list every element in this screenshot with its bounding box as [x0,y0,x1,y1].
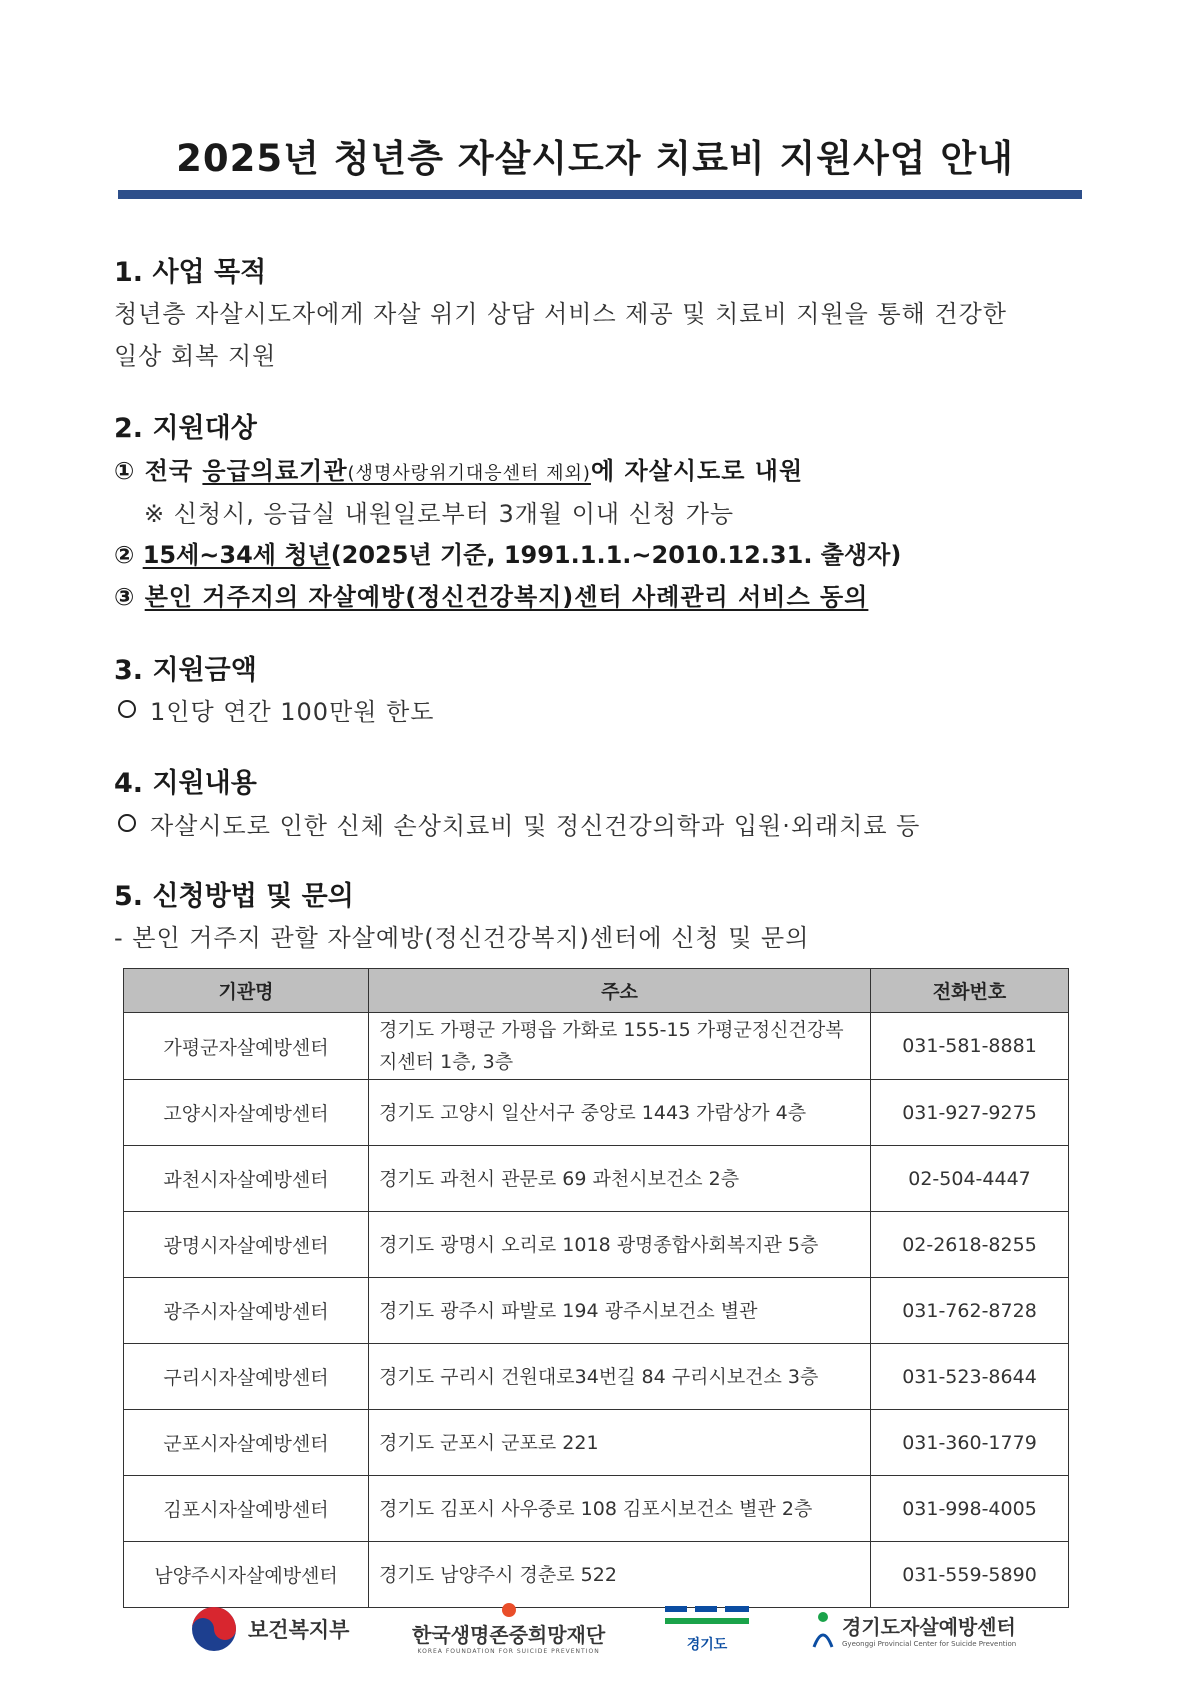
center-name: 고양시자살예방센터 [124,1080,369,1146]
circle-bullet-icon [118,814,136,832]
gyeonggi-logo [665,1596,749,1662]
item-1-underlined [202,457,591,485]
center-name: 군포시자살예방센터 [124,1410,369,1476]
center-phone: 031-360-1779 [871,1410,1069,1476]
center-phone: 02-504-4447 [871,1146,1069,1212]
gyeonggi-name: 경기도 [686,1637,728,1653]
kfsp-subtitle: KOREA FOUNDATION FOR SUICIDE PREVENTION [417,1648,600,1655]
center-phone: 031-998-4005 [871,1476,1069,1542]
footer-logos [150,1596,1050,1662]
gyeonggi-symbol-icon [665,1604,749,1634]
table-row [124,1080,1069,1146]
circle-bullet-icon [118,700,136,718]
header-phone: 전화번호 [871,969,1069,1013]
section-5-desc: - 본인 거주지 관할 자살예방(정신건강복지)센터에 신청 및 문의 [114,924,810,952]
center-name: 구리시자살예방센터 [124,1344,369,1410]
section-4-heading: 4. 지원내용 [114,768,257,799]
center-contact-table [123,968,1069,1608]
center-address: 경기도 구리시 건원대로34번길 84 구리시보건소 3층 [369,1344,871,1410]
people-icon [810,1609,836,1649]
table-header-row [124,969,1069,1013]
table-row [124,1013,1069,1080]
sprout-icon [502,1603,516,1617]
center-phone: 031-581-8881 [871,1013,1069,1080]
table-row [124,1212,1069,1278]
mohw-name: 보건복지부 [248,1618,350,1642]
section-1-line-1: 청년층 자살시도자에게 자살 위기 상담 서비스 제공 및 치료비 지원을 통해 건강한 [114,300,1007,328]
center-address [369,1013,871,1080]
item-1-number: ① [114,457,145,485]
item-1-hospital: 응급의료기관 [202,457,348,485]
gpcsp-subtitle: Gyeonggi Provincial Center for Suicide Prevention [842,1639,1017,1648]
target-item-3 [114,577,868,612]
center-address: 경기도 과천시 관문로 69 과천시보건소 2층 [369,1146,871,1212]
center-name: 과천시자살예방센터 [124,1146,369,1212]
item-3-underlined: 본인 거주지의 자살예방(정신건강복지)센터 사례관리 서비스 동의 [144,583,869,611]
table-row [124,1344,1069,1410]
center-phone: 031-559-5890 [871,1542,1069,1608]
gpcsp-logo [810,1596,1016,1662]
header-name: 기관명 [124,969,369,1013]
section-5-heading: 5. 신청방법 및 문의 [114,881,354,912]
address-line-1: 경기도 가평군 가평읍 가화로 155-15 가평군정신건강복 [379,1019,844,1041]
address-line-2: 지센터 1층, 3층 [379,1051,514,1073]
center-address: 경기도 고양시 일산서구 중앙로 1443 가람상가 4층 [369,1080,871,1146]
section-3-heading: 3. 지원금액 [114,655,257,686]
target-note: ※ 신청시, 응급실 내원일로부터 3개월 이내 신청 가능 [144,500,735,528]
taegeuk-icon [190,1605,238,1653]
title-underline-bar [118,190,1082,199]
section-1-heading: 1. 사업 목적 [114,257,267,288]
table-row [124,1278,1069,1344]
content-text: 자살시도로 인한 신체 손상치료비 및 정신건강의학과 입원·외래치료 등 [150,812,921,840]
center-address: 경기도 남양주시 경춘로 522 [369,1542,871,1608]
section-2-heading: 2. 지원대상 [114,413,257,444]
center-name: 남양주시자살예방센터 [124,1542,369,1608]
center-address: 경기도 김포시 사우중로 108 김포시보건소 별관 2층 [369,1476,871,1542]
center-name: 광주시자살예방센터 [124,1278,369,1344]
gpcsp-name: 경기도자살예방센터 [842,1614,1016,1639]
item-2-suffix: (2025년 기준, 1991.1.1.~2010.12.31. 출생자) [330,541,902,569]
center-address: 경기도 군포시 군포로 221 [369,1410,871,1476]
center-address: 경기도 광주시 파발로 194 광주시보건소 별관 [369,1278,871,1344]
center-phone: 031-927-9275 [871,1080,1069,1146]
center-phone: 031-762-8728 [871,1278,1069,1344]
center-phone: 02-2618-8255 [871,1212,1069,1278]
item-3-number: ③ [114,583,145,611]
table-row [124,1146,1069,1212]
section-1-line-2: 일상 회복 지원 [114,342,277,370]
center-address: 경기도 광명시 오리로 1018 광명종합사회복지관 5층 [369,1212,871,1278]
item-2-underlined: 15세~34세 청년 [142,541,331,569]
kfsp-logo [412,1596,605,1662]
document-title: 2025년 청년층 자살시도자 치료비 지원사업 안내 [176,137,1014,180]
center-name: 광명시자살예방센터 [124,1212,369,1278]
center-name: 김포시자살예방센터 [124,1476,369,1542]
content-item [118,806,920,841]
center-name: 가평군자살예방센터 [124,1013,369,1080]
item-2-number: ② [114,541,143,569]
target-item-1 [114,451,803,486]
kfsp-name: 한국생명존중희망재단 [412,1623,606,1647]
header-address: 주소 [369,969,871,1013]
table-row [124,1476,1069,1542]
amount-text: 1인당 연간 100만원 한도 [150,698,435,726]
item-1-prefix: 전국 [144,457,203,485]
amount-item [118,692,434,727]
mohw-logo [190,1596,349,1662]
item-1-suffix: 에 자살시도로 내원 [590,457,804,485]
table-row [124,1410,1069,1476]
item-1-exception: (생명사랑위기대응센터 제외) [347,463,591,484]
center-phone: 031-523-8644 [871,1344,1069,1410]
target-item-2 [114,535,901,570]
